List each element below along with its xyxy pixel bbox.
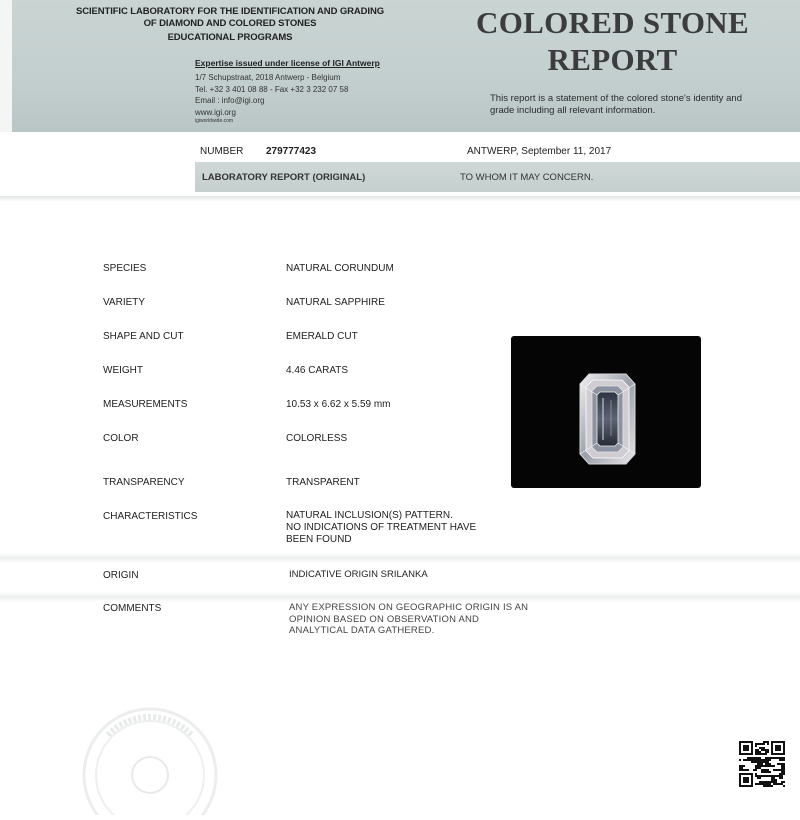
characteristics-value — [286, 510, 476, 546]
comments-value — [289, 602, 528, 637]
report-number: 279777423 — [266, 146, 317, 157]
variety-label: VARIETY — [103, 297, 146, 308]
variety-value: NATURAL SAPPHIRE — [286, 297, 385, 308]
expertise-line: Expertise issued under license of IGI Antwerp — [195, 58, 380, 68]
color-label: COLOR — [103, 433, 139, 444]
lab-line-2: OF DIAMOND AND COLORED STONES — [143, 18, 317, 29]
lab-name-block — [40, 6, 420, 44]
shape-label: SHAPE AND CUT — [103, 331, 184, 342]
embossed-seal — [70, 695, 230, 815]
stone-photo — [511, 336, 701, 488]
characteristics-line-1: NATURAL INCLUSION(S) PATTERN. — [286, 510, 453, 521]
origin-value: INDICATIVE ORIGIN SRILANKA — [289, 569, 428, 580]
lab-report-label: LABORATORY REPORT (ORIGINAL) — [202, 172, 366, 183]
species-label: SPECIES — [103, 263, 147, 274]
species-value: NATURAL CORUNDUM — [286, 263, 394, 274]
city-date: ANTWERP, September 11, 2017 — [467, 146, 612, 157]
comments-line-2: OPINION BASED ON OBSERVATION AND — [289, 613, 480, 625]
report-title-line-2: REPORT — [547, 42, 678, 77]
number-label: NUMBER — [200, 146, 244, 157]
report-title-line-1: COLORED STONE — [476, 5, 749, 40]
website-small: igiworldwide.com — [195, 118, 234, 124]
shape-value: EMERALD CUT — [286, 331, 358, 342]
comments-label: COMMENTS — [103, 603, 162, 614]
characteristics-line-2: NO INDICATIONS OF TREATMENT HAVE — [286, 522, 477, 533]
weight-value: 4.46 CARATS — [286, 365, 349, 376]
measurements-label: MEASUREMENTS — [103, 399, 188, 410]
characteristics-line-3: BEEN FOUND — [286, 534, 352, 545]
page-edge — [0, 0, 12, 132]
emerald-cut-stone-icon — [511, 336, 701, 488]
qr-code-icon — [739, 741, 785, 787]
email: Email : info@igi.org — [195, 96, 265, 105]
lab-line-3: EDUCATIONAL PROGRAMS — [167, 32, 293, 43]
website: www.igi.org — [195, 107, 236, 117]
comments-line-3: ANALYTICAL DATA GATHERED. — [289, 625, 435, 636]
color-value: COLORLESS — [286, 433, 348, 444]
section-divider — [0, 196, 800, 202]
seal-icon — [70, 695, 230, 815]
phone-fax: Tel. +32 3 401 08 88 - Fax +32 3 232 07 58 — [195, 84, 349, 94]
qr-code[interactable] — [739, 741, 785, 787]
origin-label: ORIGIN — [103, 570, 139, 581]
lab-line-1: SCIENTIFIC LABORATORY FOR THE IDENTIFICATION AND GRADING — [75, 6, 385, 17]
paper-fold-line — [0, 553, 800, 563]
measurements-value: 10.53 x 6.62 x 5.59 mm — [286, 399, 391, 410]
addressee: TO WHOM IT MAY CONCERN. — [460, 172, 594, 183]
comments-line-1: ANY EXPRESSION ON GEOGRAPHIC ORIGIN IS AN — [289, 602, 529, 613]
address-block — [195, 72, 348, 125]
transparency-value: TRANSPARENT — [286, 477, 360, 488]
weight-label: WEIGHT — [103, 365, 143, 376]
report-title — [445, 4, 780, 78]
address: 1/7 Schupstraat, 2018 Antwerp - Belgium — [195, 73, 341, 82]
paper-fold-line — [0, 592, 800, 602]
transparency-label: TRANSPARENCY — [103, 477, 185, 488]
report-intro: This report is a statement of the colored stone's identity and grade including all relevant information. — [490, 93, 742, 116]
characteristics-label: CHARACTERISTICS — [103, 511, 198, 522]
